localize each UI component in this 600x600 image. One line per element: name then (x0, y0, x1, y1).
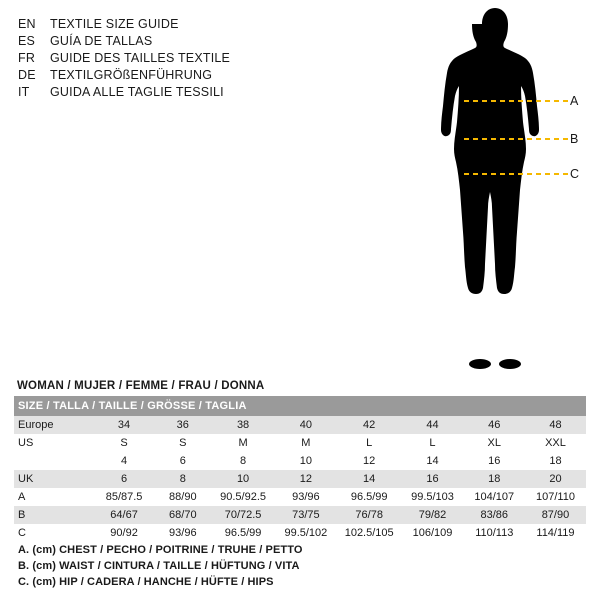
cell: 70/72.5 (211, 506, 274, 524)
row-label (14, 452, 94, 470)
cell: 68/70 (154, 506, 211, 524)
cell: 36 (154, 416, 211, 434)
table-header-row (14, 396, 586, 416)
cell: 107/110 (525, 488, 586, 506)
cell: 40 (275, 416, 337, 434)
table-header-label: SIZE / TALLA / TAILLE / GRÖSSE / TAGLIA (18, 400, 247, 412)
cell: 102.5/105 (337, 524, 401, 542)
table-row (14, 452, 586, 470)
cell: 6 (94, 470, 154, 488)
language-code: DE (18, 68, 36, 82)
cell: 20 (525, 470, 586, 488)
cell: 114/119 (525, 524, 586, 542)
cell: 4 (94, 452, 154, 470)
table-row (14, 434, 586, 452)
cell: 42 (337, 416, 401, 434)
cell: 106/109 (401, 524, 463, 542)
cell: 14 (337, 470, 401, 488)
cell: 99.5/102 (275, 524, 337, 542)
cell: 93/96 (154, 524, 211, 542)
cell: 12 (337, 452, 401, 470)
cell: 16 (464, 452, 525, 470)
cell: 48 (525, 416, 586, 434)
cell: 16 (401, 470, 463, 488)
cell: 110/113 (464, 524, 525, 542)
cell: L (337, 434, 401, 452)
cell: 85/87.5 (94, 488, 154, 506)
cell: 88/90 (154, 488, 211, 506)
cell: XXL (525, 434, 586, 452)
cell: 64/67 (94, 506, 154, 524)
cell: 10 (275, 452, 337, 470)
cell: 79/82 (401, 506, 463, 524)
size-table-section (14, 380, 586, 542)
cell: 93/96 (275, 488, 337, 506)
row-label: Europe (14, 416, 94, 434)
table-row (14, 506, 586, 524)
marker-label-c: C (570, 167, 580, 181)
language-row (18, 84, 278, 101)
size-table (14, 396, 586, 542)
language-title: GUIDE DES TAILLES TEXTILE (50, 51, 231, 65)
language-code: IT (18, 85, 30, 99)
row-label: A (14, 488, 94, 506)
cell: M (275, 434, 337, 452)
row-label: UK (14, 470, 94, 488)
cell: 8 (154, 470, 211, 488)
cell: 34 (94, 416, 154, 434)
cell: L (401, 434, 463, 452)
marker-label-b: B (570, 132, 579, 146)
footnotes-block (18, 542, 578, 590)
language-code: EN (18, 17, 36, 31)
language-row (18, 67, 278, 84)
language-title: GUÍA DE TALLAS (50, 34, 153, 48)
row-label: B (14, 506, 94, 524)
marker-label-a: A (570, 94, 579, 108)
table-row (14, 488, 586, 506)
footnote-a: A. (cm) CHEST / PECHO / POITRINE / TRUHE / PETTO (18, 544, 303, 556)
cell: 6 (154, 452, 211, 470)
cell: 18 (464, 470, 525, 488)
cell: 73/75 (275, 506, 337, 524)
cell: 44 (401, 416, 463, 434)
language-code: ES (18, 34, 36, 48)
table-caption: WOMAN / MUJER / FEMME / FRAU / DONNA (17, 380, 265, 392)
cell: 90.5/92.5 (211, 488, 274, 506)
figure-illustration (420, 8, 590, 368)
cell: 99.5/103 (401, 488, 463, 506)
cell: 90/92 (94, 524, 154, 542)
row-label: C (14, 524, 94, 542)
cell: XL (464, 434, 525, 452)
language-title: TEXTILE SIZE GUIDE (50, 17, 179, 31)
cell: 104/107 (464, 488, 525, 506)
cell: 14 (401, 452, 463, 470)
table-row (14, 524, 586, 542)
cell: 10 (211, 470, 274, 488)
language-header-block (18, 16, 278, 101)
cell: 83/86 (464, 506, 525, 524)
language-row (18, 50, 278, 67)
language-row (18, 16, 278, 33)
table-row (14, 470, 586, 488)
cell: 8 (211, 452, 274, 470)
cell: 46 (464, 416, 525, 434)
cell: 12 (275, 470, 337, 488)
language-row (18, 33, 278, 50)
footnote-b: B. (cm) WAIST / CINTURA / TAILLE / HÜFTUNG / VITA (18, 560, 300, 572)
cell: 18 (525, 452, 586, 470)
female-silhouette-icon (420, 8, 590, 373)
cell: 76/78 (337, 506, 401, 524)
language-code: FR (18, 51, 36, 65)
cell: S (154, 434, 211, 452)
cell: 96.5/99 (211, 524, 274, 542)
language-title: TEXTILGRÖßENFÜHRUNG (50, 68, 213, 82)
row-label: US (14, 434, 94, 452)
cell: 96.5/99 (337, 488, 401, 506)
cell: 38 (211, 416, 274, 434)
table-row (14, 416, 586, 434)
language-title: GUIDA ALLE TAGLIE TESSILI (50, 85, 224, 99)
cell: M (211, 434, 274, 452)
footnote-c: C. (cm) HIP / CADERA / HANCHE / HÜFTE / HIPS (18, 576, 274, 588)
cell: S (94, 434, 154, 452)
cell: 87/90 (525, 506, 586, 524)
